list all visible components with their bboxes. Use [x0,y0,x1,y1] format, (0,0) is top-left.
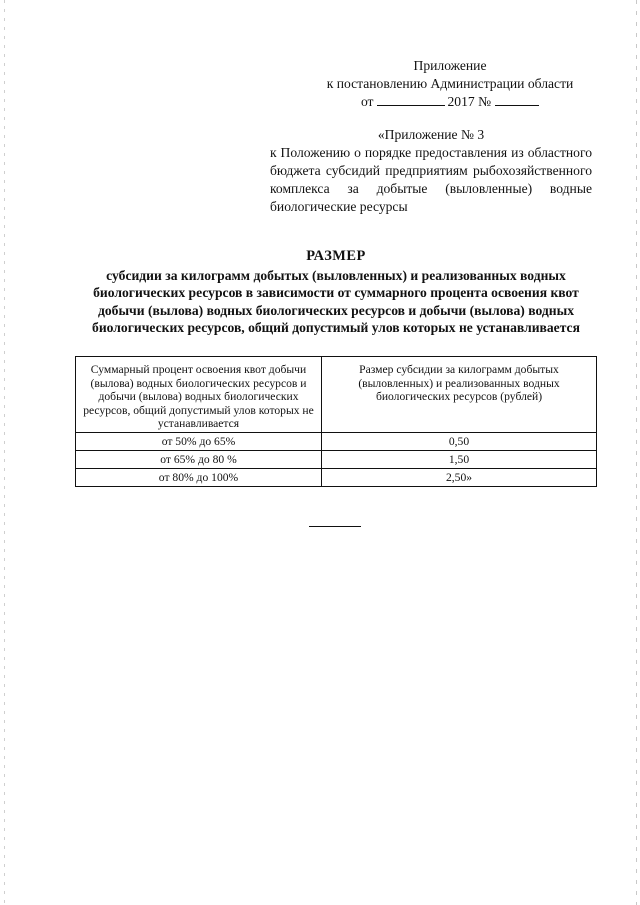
table-row [76,450,597,468]
appendix-3-text: к Положению о порядке предоставления из областного бюджета субсидий предприятиям рыбохозяйственного комплекса за добытые (выловленные) водные биологические ресурсы [270,145,592,214]
row-range: от 50% до 65% [76,432,322,450]
scan-edge-right [636,0,637,905]
number-blank [495,93,539,106]
subsidy-table [75,356,597,487]
date-year-number: 2017 № [447,94,492,109]
table-row [76,432,597,450]
row-range: от 65% до 80 % [76,450,322,468]
row-amount: 1,50 [322,450,597,468]
appendix-resolution: к постановлению Администрации области [326,76,574,91]
closing-divider [309,526,361,527]
row-range: от 80% до 100% [76,468,322,486]
appendix-title: Приложение [413,58,487,73]
appendix-3-block [270,126,592,216]
appendix-3-title: «Приложение № 3 [377,127,485,142]
heading-main: РАЗМЕР [306,248,366,264]
row-amount: 2,50» [322,468,597,486]
date-prefix: от [360,94,374,109]
header-subsidy-amount: Размер субсидии за килограмм добытых (выловленных) и реализованных водных биологических ресурсов (рублей) [322,357,597,433]
table-header-row [76,357,597,433]
header-percent: Суммарный процент освоения квот добычи (вылова) водных биологических ресурсов и добычи (вылова) водных биологических ресурсов, общий допустимый улов которых не устанавливается [76,357,322,433]
scan-edge-left [4,0,5,905]
table-row [76,468,597,486]
appendix-date-line [300,93,600,111]
appendix-header [300,57,600,111]
document-heading [70,248,602,337]
date-blank [377,93,445,106]
row-amount: 0,50 [322,432,597,450]
heading-subtitle: субсидии за килограмм добытых (выловленных) и реализованных водных биологических ресурсов в зависимости от суммарного процента освоения квот добычи (вылова) водных биологических ресурсов и добычи (вылова) водных биологических ресурсов, общий допустимый улов которых не устанавливается [92,267,580,335]
